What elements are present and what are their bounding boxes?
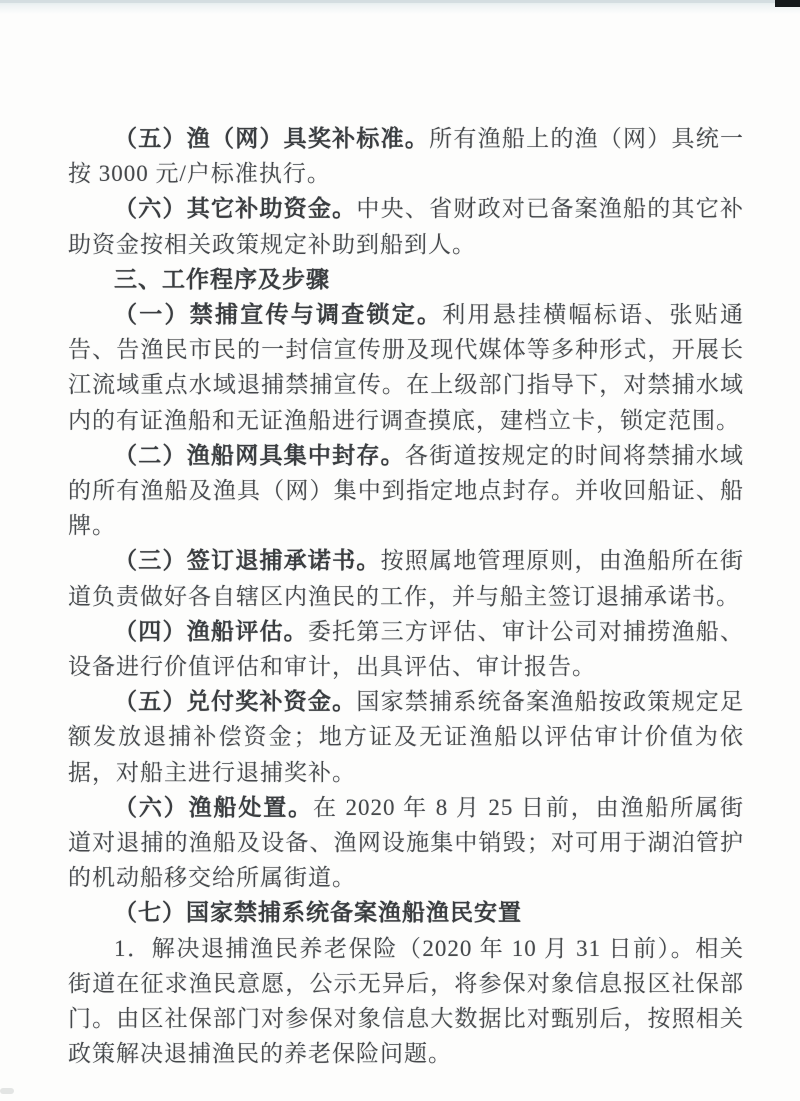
paragraph-lead: （一）禁捕宣传与调查锁定。 xyxy=(114,302,443,328)
document-heading xyxy=(68,895,744,930)
paragraph-lead: （六）渔船处置。 xyxy=(114,794,314,820)
scan-corner-mark xyxy=(775,0,800,7)
document-paragraph xyxy=(68,297,744,438)
document-paragraph xyxy=(68,543,744,613)
paragraph-text: 国家禁捕系统备案渔船按政策规定足额发放退捕补偿资金；地方证及无证渔船以评估审计价值为依据，对船主进行退捕奖补。 xyxy=(68,689,745,785)
paragraph-lead: （五）兑付奖补资金。 xyxy=(114,689,357,715)
document-heading xyxy=(68,262,744,297)
paragraph-text: 各街道按规定的时间将禁捕水域的所有渔船及渔具（网）集中到指定地点封存。并收回船证、船牌。 xyxy=(68,442,745,539)
document-paragraph xyxy=(68,121,744,191)
paragraph-lead: （四）渔船评估。 xyxy=(114,618,308,644)
document-text-block xyxy=(68,121,744,1071)
paragraph-text: 委托第三方评估、审计公司对捕捞渔船、设备进行价值评估和审计，出具评估、审计报告。 xyxy=(68,618,745,680)
scan-top-edge-line xyxy=(0,0,800,3)
paragraph-lead: （五）渔（网）具奖补标准。 xyxy=(114,126,430,151)
paragraph-lead: （三）签订退捕承诺书。 xyxy=(114,548,381,574)
paragraph-text: 利用悬挂横幅标语、张贴通告、告渔民市民的一封信宣传册及现代媒体等多种形式，开展长江流域重点水域退捕禁捕宣传。在上级部门指导下，对禁捕水域内的有证渔船和无证渔船进行调查摸底，建档立卡，锁定范围。 xyxy=(68,302,744,433)
paragraph-lead: （二）渔船网具集中封存。 xyxy=(114,442,405,468)
paragraph-lead: （六）其它补助资金。 xyxy=(114,196,357,222)
paragraph-text: 中央、省财政对已备案渔船的其它补助资金按相关政策规定补助到船到人。 xyxy=(68,196,745,257)
paragraph-text: 在 2020 年 8 月 25 日前，由渔船所属街道对退捕的渔船及设备、渔网设施集中销毁；对可用于湖泊管护的机动船移交给所属街道。 xyxy=(68,794,745,891)
document-paragraph xyxy=(68,191,744,261)
paragraph-lead: （七）国家禁捕系统备案渔船渔民安置 xyxy=(114,900,522,926)
paragraph-text: 按照属地管理原则，由渔船所在街道负责做好各自辖区内渔民的工作，并与船主签订退捕承诺书。 xyxy=(68,548,745,609)
document-paragraph xyxy=(68,438,744,544)
document-paragraph xyxy=(68,790,744,896)
paragraph-lead: 三、工作程序及步骤 xyxy=(114,266,330,292)
document-paragraph xyxy=(68,614,744,684)
document-paragraph xyxy=(68,684,744,790)
document-paragraph xyxy=(68,931,744,1072)
scan-bottom-smudge xyxy=(0,1088,14,1094)
paragraph-text: 1．解决退捕渔民养老保险（2020 年 10 月 31 日前）。相关街道在征求渔民意愿，公示无异后，将参保对象信息报区社保部门。由区社保部门对参保对象信息大数据比对甄别后，按照相关政策解决退捕渔民的养老保险问题。 xyxy=(68,935,744,1067)
paragraph-text: 所有渔船上的渔（网）具统一按 3000 元/户标准执行。 xyxy=(68,126,745,187)
